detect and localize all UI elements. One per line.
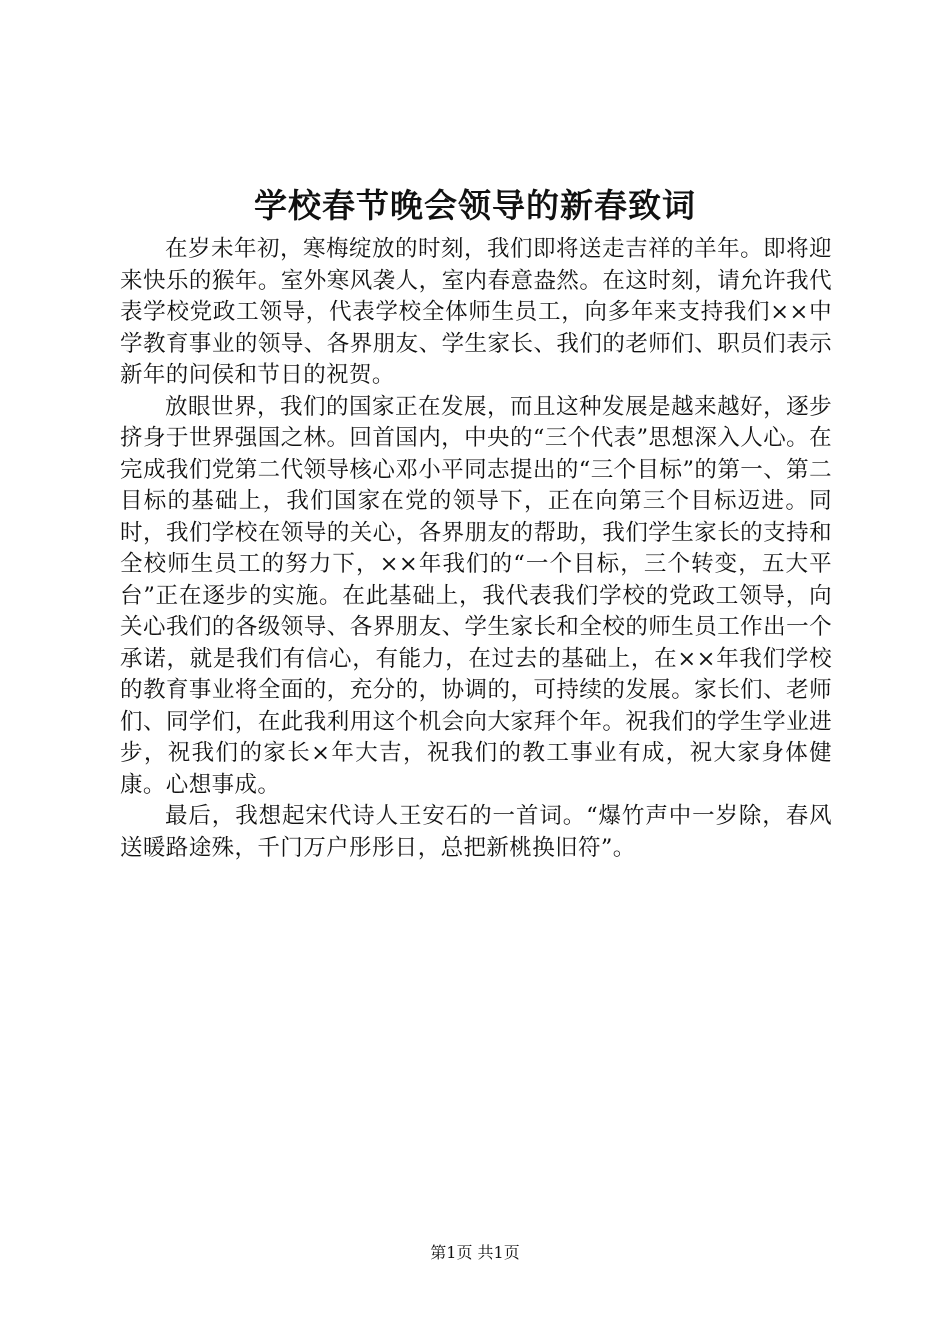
- document-body: [120, 234, 832, 864]
- paragraph-3: 最后，我想起宋代诗人王安石的一首词。“爆竹声中一岁除，春风送暖路途殊，千门万户彤彤日，总把新桃换旧符”。: [120, 803, 832, 861]
- paragraph-2: 放眼世界，我们的国家正在发展，而且这种发展是越来越好，逐步挤身于世界强国之林。回首国内，中央的“三个代表”思想深入人心。在完成我们党第二代领导核心邓小平同志提出的“三个目标”的第一、第二目标的基础上，我们国家在党的领导下，正在向第三个目标迈进。同时，我们学校在领导的关心，各界朋友的帮助，我们学生家长的支持和全校师生员工的努力下，××年我们的“一个目标，三个转变，五大平台”正在逐步的实施。在此基础上，我代表我们学校的党政工领导，向关心我们的各级领导、各界朋友、学生家长和全校的师生员工作出一个承诺，就是我们有信心，有能力，在过去的基础上，在××年我们学校的教育事业将全面的，充分的，协调的，可持续的发展。家长们、老师们、同学们，在此我利用这个机会向大家拜个年。祝我们的学生学业进步，祝我们的家长×年大吉，祝我们的教工事业有成，祝大家身体健康。心想事成。: [120, 393, 832, 798]
- page-footer: 第1页 共1页: [430, 1243, 520, 1262]
- paragraph-1: 在岁未年初，寒梅绽放的时刻，我们即将送走吉祥的羊年。即将迎来快乐的猴年。室外寒风袭人，室内春意盎然。在这时刻，请允许我代表学校党政工领导，代表学校全体师生员工，向多年来支持我们××中学教育事业的领导、各界朋友、学生家长、我们的老师们、职员们表示新年的问侯和节日的祝贺。: [120, 236, 832, 388]
- document-title: 学校春节晚会领导的新春致词: [254, 186, 696, 225]
